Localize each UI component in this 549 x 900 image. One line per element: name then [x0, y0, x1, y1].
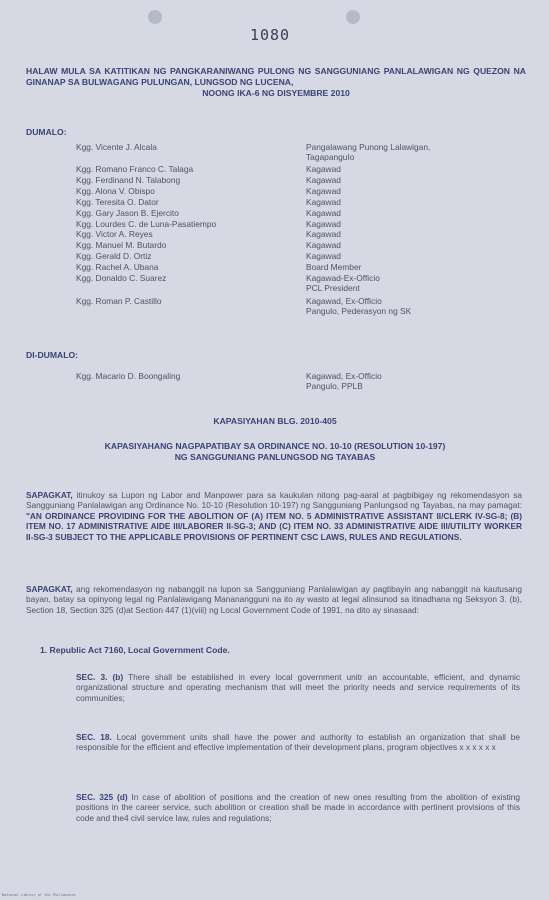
attendee-name: Kgg. Victor A. Reyes	[76, 229, 153, 240]
attendee-name: Kgg. Roman P. Castillo	[76, 295, 162, 306]
attendee-position: Kagawad	[306, 174, 341, 185]
attendee-position: Kagawad	[306, 218, 341, 229]
header-line-2: NOONG IKA-6 NG DISYEMBRE 2010	[202, 88, 350, 98]
attendee-name: Kgg. Ferdinand N. Talabong	[76, 174, 181, 185]
section-lead: SEC. 325 (d)	[76, 792, 128, 802]
attendee-position-line-2: Pangulo, Pederasyon ng SK	[306, 305, 412, 316]
resolution-title-line-2: NG SANGGUNIANG PANLUNGSOD NG TAYABAS	[174, 452, 376, 462]
attendee-position: Kagawad, Ex-Officio	[306, 371, 382, 381]
attendee-position: Kagawad	[306, 229, 341, 240]
section-text: In case of abolition of positions and the creation of new ones resulting from the abolition of existing positions in the career service, such abolition or creation shall be made in accordance with pertinent provisions of this code and the4 civil service law, rules and regulations;	[76, 792, 520, 823]
section-18	[76, 732, 520, 753]
section-text: There shall be established in every local government unitr an accountable, efficient, and dynamic organizational structure and operating mechanism that will meet the priority needs and service requirements of its communities;	[76, 672, 520, 703]
section-325d	[76, 792, 520, 823]
resolution-number: KAPASIYAHAN BLG. 2010-405	[213, 416, 337, 426]
punch-hole-mark	[148, 10, 162, 24]
attendee-name: Kgg. Macario D. Boongaling	[76, 371, 181, 381]
attendee-name: Kgg. Manuel M. Butardo	[76, 240, 167, 251]
present-label: DUMALO:	[26, 127, 67, 137]
attendee-position: Kagawad	[306, 164, 341, 174]
absent-label: DI-DUMALO:	[26, 350, 79, 360]
list-item-ra-7160: 1. Republic Act 7160, Local Government Code.	[40, 645, 230, 655]
section-text: Local government units shall have the power and authority to establish an organization that shall be responsible for the efficient and effective implementation of their development plans, program objectives x x x x x x	[76, 732, 520, 753]
ordinance-title: "AN ORDINANCE PROVIDING FOR THE ABOLITION OF (A) ITEM NO. 5 ADMINISTRATIVE ASSISTANT II/CLERK IV-SG-8; (B) ITEM NO. 17 ADMINISTRATIVE AIDE III/LABORER II-SG-3; AND (C) ITEM NO. 33 ADMINISTRATIVE AIDE III/UTILITY WORKER II-SG-3 SUBJECT TO THE APPLICABLE PROVISIONS OF PERTINENT CSC LAWS, RULES AND REGULATIONS.	[26, 510, 522, 542]
attendee-position: Kagawad	[306, 196, 341, 207]
attendee-position: Kagawad, Ex-Officio	[306, 295, 382, 306]
footer-stamp: National Library of the Philippines	[2, 893, 76, 897]
document-header	[26, 66, 526, 99]
whereas-paragraph-2	[26, 584, 522, 615]
page-number: 1080	[249, 26, 291, 44]
attendee-position: Kagawad	[306, 207, 341, 218]
attendee-position-line-2: PCL President	[306, 283, 360, 294]
attendee-name: Kgg. Gary Jason B. Ejercito	[76, 207, 179, 218]
attendee-name: Kgg. Rachel A. Ubana	[76, 262, 159, 273]
attendee-position: Kagawad-Ex-Officio	[306, 273, 380, 283]
whereas-paragraph-1	[26, 490, 522, 542]
section-lead: SEC. 3. (b)	[76, 672, 124, 682]
attendee-name: Kgg. Alona V. Obispo	[76, 185, 155, 196]
punch-hole-mark	[346, 10, 360, 24]
attendee-name: Kgg. Gerald D. Ortiz	[76, 251, 152, 262]
attendee-position: Kagawad	[306, 251, 341, 262]
header-line-1: HALAW MULA SA KATITIKAN NG PANGKARANIWANG PULONG NG SANGGUNIANG PANLALAWIGAN NG QUEZON NA GINANAP SA BULWAGANG PULUNGAN, LUNGSOD NG LUCENA,	[26, 66, 526, 87]
resolution-title-line-1: KAPASIYAHANG NAGPAPATIBAY SA ORDINANCE NO. 10-10 (RESOLUTION 10-197)	[104, 441, 446, 451]
section-3b	[76, 672, 520, 703]
whereas-lead: SAPAGKAT,	[26, 490, 73, 500]
whereas-text: ang rekomendasyon ng nabanggit na lupon sa Sangguniang Panlalawigan ay pagtibayin ang nabanggit na kautusang bayan, batay sa opinyong legal ng Panlalawigang Mananangguni na ito ay wasto at legal alinsunod sa itinadhana ng Seksyon 3. (b), Section 18, Section 325 (d)at Section 447 (1)(viii) ng Local Government Code of 1991, na dito ay sinasaad:	[26, 584, 522, 615]
attendee-name: Kgg. Vicente J. Alcala	[76, 142, 157, 152]
attendee-position: Kagawad	[306, 240, 341, 251]
attendee-name: Kgg. Donaldo C. Suarez	[76, 273, 167, 283]
attendee-position-line-2: TagapanguIo	[306, 152, 355, 163]
attendee-position: Pangalawang Punong Lalawigan,	[306, 142, 431, 152]
whereas-lead: SAPAGKAT,	[26, 584, 73, 594]
attendee-name: Kgg. Lourdes C. de Luna-Pasatiempo	[76, 218, 217, 229]
section-lead: SEC. 18.	[76, 732, 112, 742]
attendee-position: Kagawad	[306, 185, 341, 196]
whereas-text: itinukoy sa Lupon ng Labor and Manpower para sa kaukulan nitong pag-aaral at pagbibigay ng rekomendasyon sa Sangguniang Panlalawigan ang Ordinance No. 10-10 (Resolution 10-197) ng Sangguniang Panlungsod ng Tayabas, na may pamagat:	[26, 490, 522, 511]
attendee-name: Kgg. Romano Franco C. Talaga	[76, 164, 194, 174]
attendee-name: Kgg. Teresita O. Dator	[76, 196, 159, 207]
attendee-position-line-2: Pangulo, PPLB	[306, 381, 363, 392]
attendee-position: Board Member	[306, 262, 362, 273]
